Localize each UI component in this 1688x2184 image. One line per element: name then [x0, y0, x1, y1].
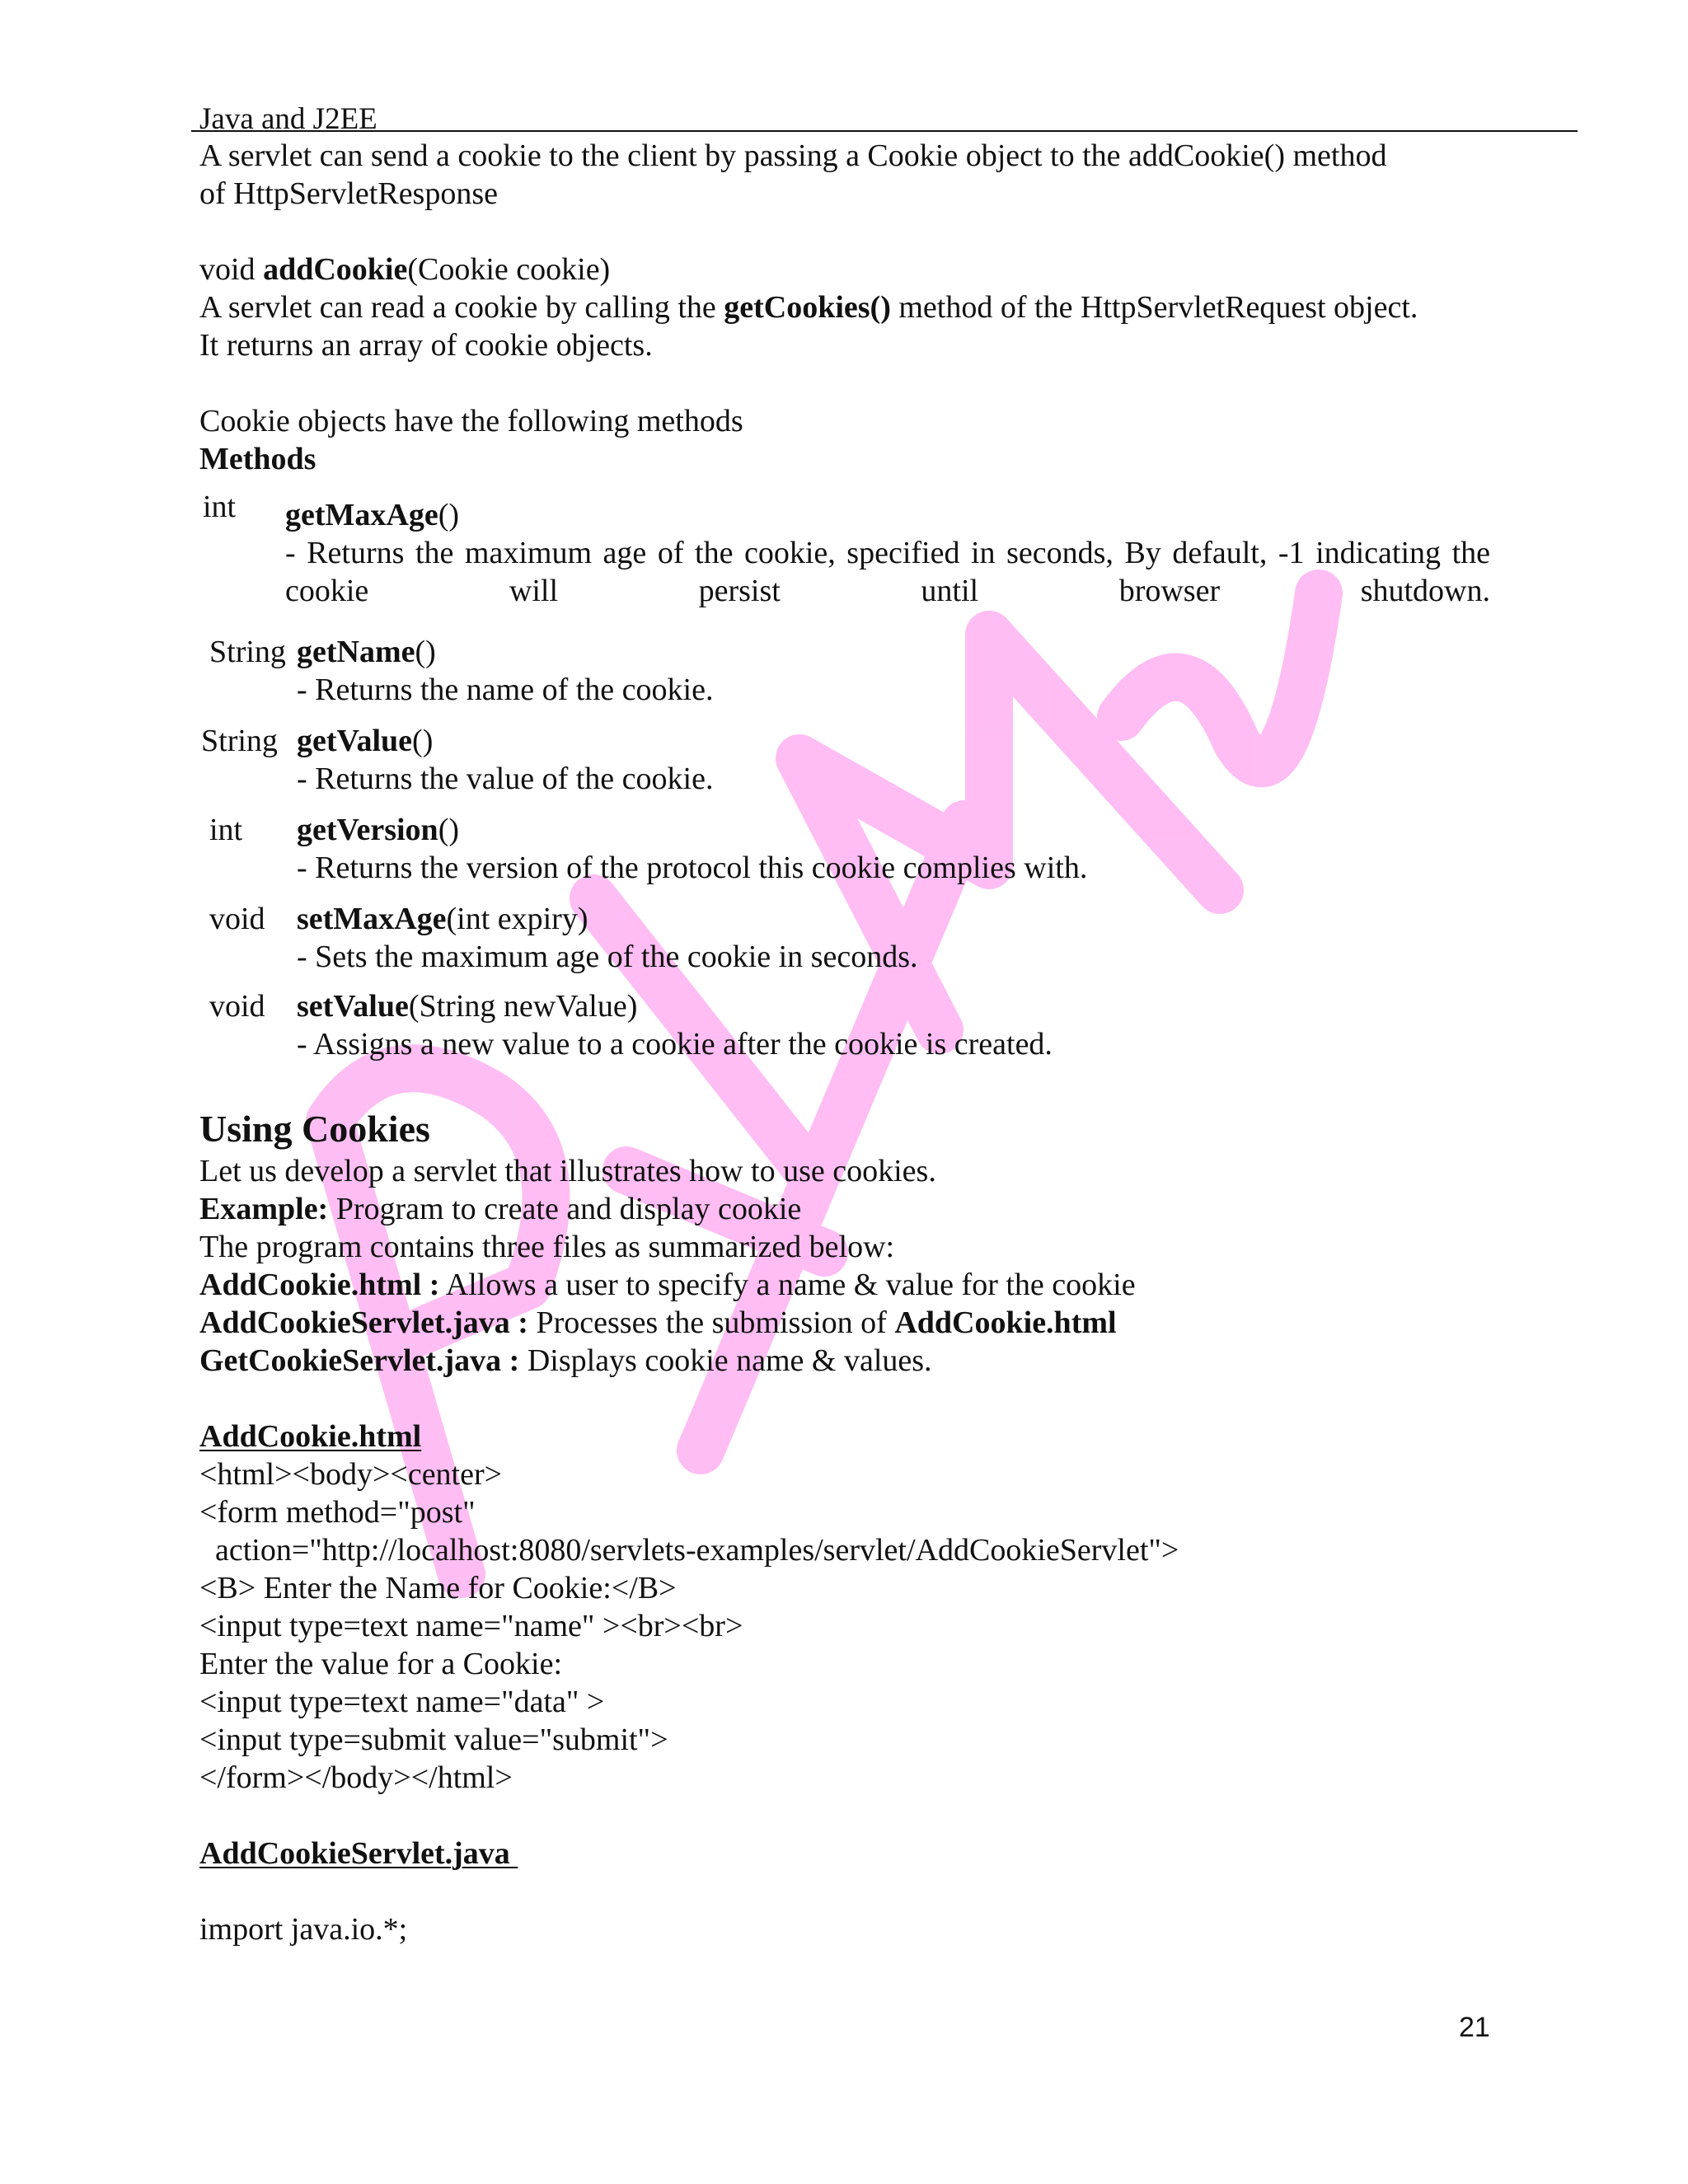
using-line-1: Let us develop a servlet that illustrates how to use cookies. [199, 1154, 936, 1188]
running-header: Java and J2EE [199, 102, 377, 136]
methods-intro [199, 402, 1493, 478]
section-heading: Using Cookies [199, 1108, 430, 1150]
method-signature: getMaxAge() [285, 498, 460, 532]
file-summary: GetCookieServlet.java : Displays cookie name & values. [199, 1343, 932, 1378]
method-type: int [209, 813, 243, 847]
method-description: - Returns the value of the cookie. [297, 762, 714, 796]
method-description: - Assigns a new value to a cookie after the cookie is created. [297, 1027, 1053, 1062]
intro-line-1: A servlet can send a cookie to the client by passing a Cookie object to the addCookie() method [199, 138, 1387, 173]
code-line: import java.io.*; [199, 1912, 408, 1947]
getcookies-method: getCookies() [724, 290, 891, 325]
method-description: - Returns the version of the protocol this cookie complies with. [297, 851, 1088, 885]
file-summary: AddCookie.html : Allows a user to specify a name & value for the cookie [199, 1268, 1136, 1302]
read-line-1: A servlet can read a cookie by calling the getCookies() method of the HttpServletRequest object. [199, 290, 1418, 325]
method-type: int [203, 490, 237, 524]
intro-paragraph [199, 137, 1493, 213]
read-paragraph [199, 251, 1493, 364]
using-cookies-body [199, 1152, 1493, 1380]
method-description: - Returns the maximum age of the cookie, specified in seconds, By default, -1 indicating the cookie will persist until browser shutdown. [285, 536, 1490, 608]
method-type: String [201, 724, 278, 758]
method-description: - Sets the maximum age of the cookie in seconds. [297, 940, 918, 974]
example-label: Example: [199, 1192, 329, 1226]
addcookie-html-listing [199, 1418, 1493, 1797]
page-number: 21 [1459, 2012, 1490, 2043]
method-signature: getValue() [297, 724, 434, 758]
addcookie-method-name: addCookie [263, 252, 408, 287]
code-line: <input type=text name="name" ><br><br> [199, 1609, 743, 1643]
method-signature: setValue(String newValue) [297, 989, 638, 1024]
code-line: <form method="post" [199, 1495, 476, 1530]
using-line-3: The program contains three files as summarized below: [199, 1230, 895, 1264]
code-line: <html><body><center> [199, 1457, 503, 1492]
methods-heading: Methods [199, 442, 316, 476]
method-signature: getVersion() [297, 813, 459, 847]
file-summary: AddCookieServlet.java : Processes the submission of AddCookie.html [199, 1305, 1117, 1340]
method-signature: setMaxAge(int expiry) [297, 902, 588, 936]
listing-title: AddCookieServlet.java [199, 1836, 518, 1871]
methods-intro-text: Cookie objects have the following methods [199, 404, 743, 438]
blank-line [199, 1872, 1493, 1910]
code-line: <input type=text name="data" > [199, 1685, 605, 1719]
addcookie-servlet-listing [199, 1835, 1493, 1948]
read-line-2: It returns an array of cookie objects. [199, 328, 653, 363]
intro-line-2: of HttpServletResponse [199, 176, 499, 211]
method-type: String [209, 635, 286, 669]
addcookie-signature: void addCookie(Cookie cookie) [199, 252, 611, 287]
listing-title: AddCookie.html [199, 1419, 422, 1454]
header-rule [191, 130, 1578, 132]
method-type: void [209, 989, 265, 1024]
code-line: action="http://localhost:8080/servlets-examples/servlet/AddCookieServlet"> [199, 1533, 1179, 1568]
code-line: <input type=submit value="submit"> [199, 1722, 668, 1757]
method-description: - Returns the name of the cookie. [297, 673, 714, 707]
example-line: Example: Program to create and display cookie [199, 1192, 802, 1226]
method-type: void [209, 902, 265, 936]
code-line: </form></body></html> [199, 1760, 513, 1795]
code-line: <B> Enter the Name for Cookie:</B> [199, 1571, 677, 1605]
method-signature: getName() [297, 635, 436, 669]
code-line: Enter the value for a Cookie: [199, 1647, 563, 1681]
